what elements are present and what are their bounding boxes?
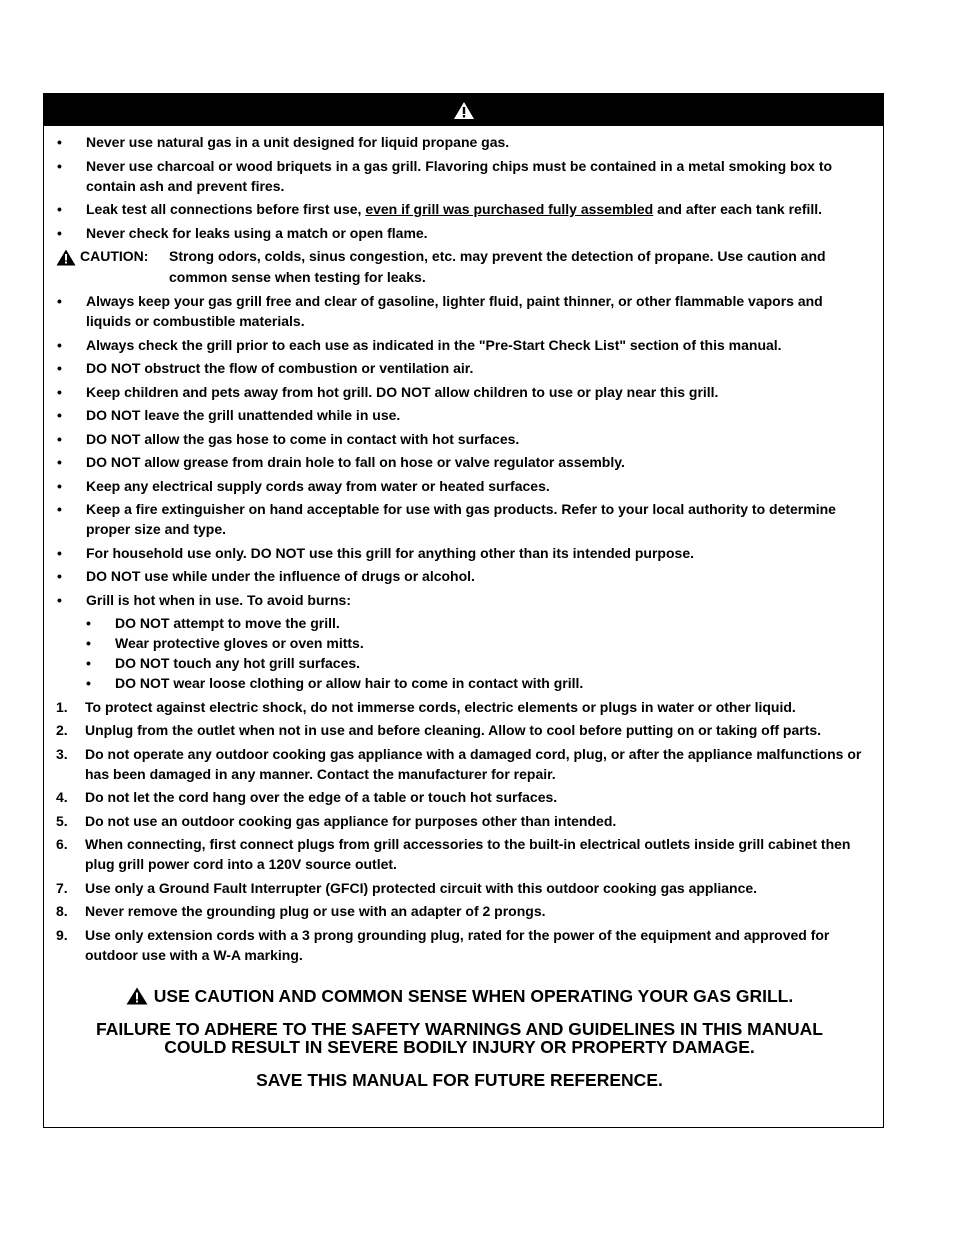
warning-content: [44, 126, 883, 1089]
list-item: • Keep a fire extinguisher on hand acceptable for use with gas products. Refer to your local authority to determine proper size and type.: [57, 501, 836, 537]
item-text: Use only a Ground Fault Interrupter (GFCI) protected circuit with this outdoor cooking gas appliance.: [85, 879, 758, 896]
item-text: Do not let the cord hang over the edge of a table or touch hot surfaces.: [85, 789, 558, 805]
numbered-item: [56, 744, 863, 784]
footer-warning: FAILURE TO ADHERE TO THE SAFETY WARNINGS AND GUIDELINES IN THIS MANUAL COULD RESULT IN SEVERE BODILY INJURY OR PROPERTY DAMAGE.: [96, 1018, 823, 1057]
caution-text: Strong odors, colds, sinus congestion, etc. may prevent the detection of propane. Use caution and common sense when testing for leaks.: [169, 248, 826, 285]
bullet-dot: •: [86, 615, 91, 631]
item-number: 5.: [56, 812, 68, 829]
list-item: • Keep any electrical supply cords away from water or heated surfaces.: [57, 477, 550, 494]
numbered-item: [56, 925, 863, 965]
item-text: Never remove the grounding plug or use with an adapter of 2 prongs.: [85, 903, 546, 919]
footer-save-manual: SAVE THIS MANUAL FOR FUTURE REFERENCE.: [256, 1069, 663, 1090]
bullet-dot: •: [57, 407, 62, 423]
bullet-dot: •: [57, 224, 62, 241]
caution-label: CAUTION:: [80, 248, 149, 264]
sub-list-item: • Wear protective gloves or oven mitts.: [86, 635, 364, 651]
list-item: • Never use charcoal or wood briquets in a gas grill. Flavoring chips must be contained in a metal smoking box to contain ash and prevent fires.: [57, 157, 833, 194]
bullet-dot: •: [57, 383, 62, 400]
bullet-dot: •: [86, 675, 91, 691]
bullet-dot: •: [57, 544, 62, 561]
list-item: • Always keep your gas grill free and clear of gasoline, lighter fluid, paint thinner, or other flammable vapors and liquids or combustible materials.: [57, 293, 823, 329]
bullet-dot: •: [57, 201, 62, 217]
item-number: 9.: [56, 926, 68, 943]
item-number: 4.: [56, 789, 68, 805]
list-item: • Never check for leaks using a match or open flame.: [57, 224, 428, 241]
bullet-dot: •: [57, 430, 62, 447]
bullet-dot: •: [57, 477, 62, 494]
bullet-dot: •: [57, 293, 62, 309]
numbered-list: [56, 697, 863, 965]
list-item: • DO NOT allow grease from drain hole to fall on hose or valve regulator assembly.: [57, 454, 625, 470]
list-item: • Never use natural gas in a unit designed for liquid propane gas.: [57, 134, 510, 150]
item-text: To protect against electric shock, do not immerse cords, electric elements or plugs in water or other liquid.: [85, 698, 796, 715]
bullet-dot: •: [57, 501, 62, 517]
bullet-dot: •: [57, 360, 62, 376]
list-item: • DO NOT obstruct the flow of combustion or ventilation air.: [57, 360, 474, 376]
item-number: 2.: [56, 722, 68, 738]
item-number: 3.: [56, 745, 68, 762]
caution-triangle-icon: [126, 987, 148, 1005]
bullet-dot: •: [86, 655, 91, 671]
list-item: • For household use only. DO NOT use this grill for anything other than its intended purpose.: [57, 544, 694, 561]
numbered-item: [56, 834, 863, 874]
item-text: Unplug from the outlet when not in use and before cleaning. Allow to cool before putting on or taking off parts.: [85, 722, 822, 738]
list-item: • Grill is hot when in use. To avoid burns:: [57, 591, 351, 608]
bullet-dot: •: [57, 157, 62, 174]
numbered-item: [56, 878, 863, 898]
bullet-dot: •: [57, 134, 62, 150]
item-number: 1.: [56, 698, 68, 715]
list-item: • DO NOT use while under the influence of drugs or alcohol.: [57, 568, 475, 584]
underlined-emphasis: even if grill was purchased fully assembled: [365, 201, 654, 217]
list-item: • Keep children and pets away from hot grill. DO NOT allow children to use or play near this grill.: [57, 383, 719, 400]
item-text: Do not operate any outdoor cooking gas appliance with a damaged cord, plug, or after the appliance malfunctions or has been damaged in any manner. Contact the manufacturer for repair.: [85, 745, 862, 782]
caution-note: [56, 246, 863, 288]
item-text: Do not use an outdoor cooking gas appliance for purposes other than intended.: [85, 812, 617, 829]
numbered-item: [56, 901, 863, 921]
warning-triangle-icon: [453, 101, 475, 120]
warning-header-bar: [44, 94, 883, 126]
list-item: • DO NOT allow the gas hose to come in contact with hot surfaces.: [57, 430, 520, 447]
list-item: • Leak test all connections before first use, even if grill was purchased fully assembled and after each tank refill.: [57, 201, 823, 217]
sub-list-item: • DO NOT attempt to move the grill.: [86, 615, 340, 631]
safety-warning-box: [43, 93, 884, 1128]
bullet-dot: •: [57, 336, 62, 353]
sub-list-item: • DO NOT wear loose clothing or allow hair to come in contact with grill.: [86, 675, 584, 691]
list-item: • Always check the grill prior to each use as indicated in the "Pre-Start Check List" section of this manual.: [57, 336, 782, 353]
numbered-item: [56, 697, 863, 717]
numbered-item: [56, 720, 863, 740]
item-text: When connecting, first connect plugs from grill accessories to the built-in electrical outlets inside grill cabinet then plug grill power cord into a 120V source outlet.: [85, 836, 851, 872]
bullet-dot: •: [57, 568, 62, 584]
bullet-dot: •: [57, 454, 62, 470]
list-item: • DO NOT leave the grill unattended while in use.: [57, 407, 401, 423]
bullet-dot: •: [86, 635, 91, 651]
footer-caution: USE CAUTION AND COMMON SENSE WHEN OPERATING YOUR GAS GRILL.: [56, 987, 863, 1005]
bullet-list: [56, 291, 863, 610]
numbered-item: [56, 811, 863, 831]
item-text: Use only extension cords with a 3 prong grounding plug, rated for the power of the equipment and approved for outdoor use with a W-A marking.: [85, 926, 830, 963]
item-number: 6.: [56, 836, 68, 852]
item-number: 8.: [56, 903, 68, 919]
bullet-dot: •: [57, 591, 62, 608]
sub-list-item: • DO NOT touch any hot grill surfaces.: [86, 655, 361, 671]
numbered-item: [56, 787, 863, 807]
item-number: 7.: [56, 879, 68, 896]
caution-triangle-icon: [56, 249, 76, 266]
